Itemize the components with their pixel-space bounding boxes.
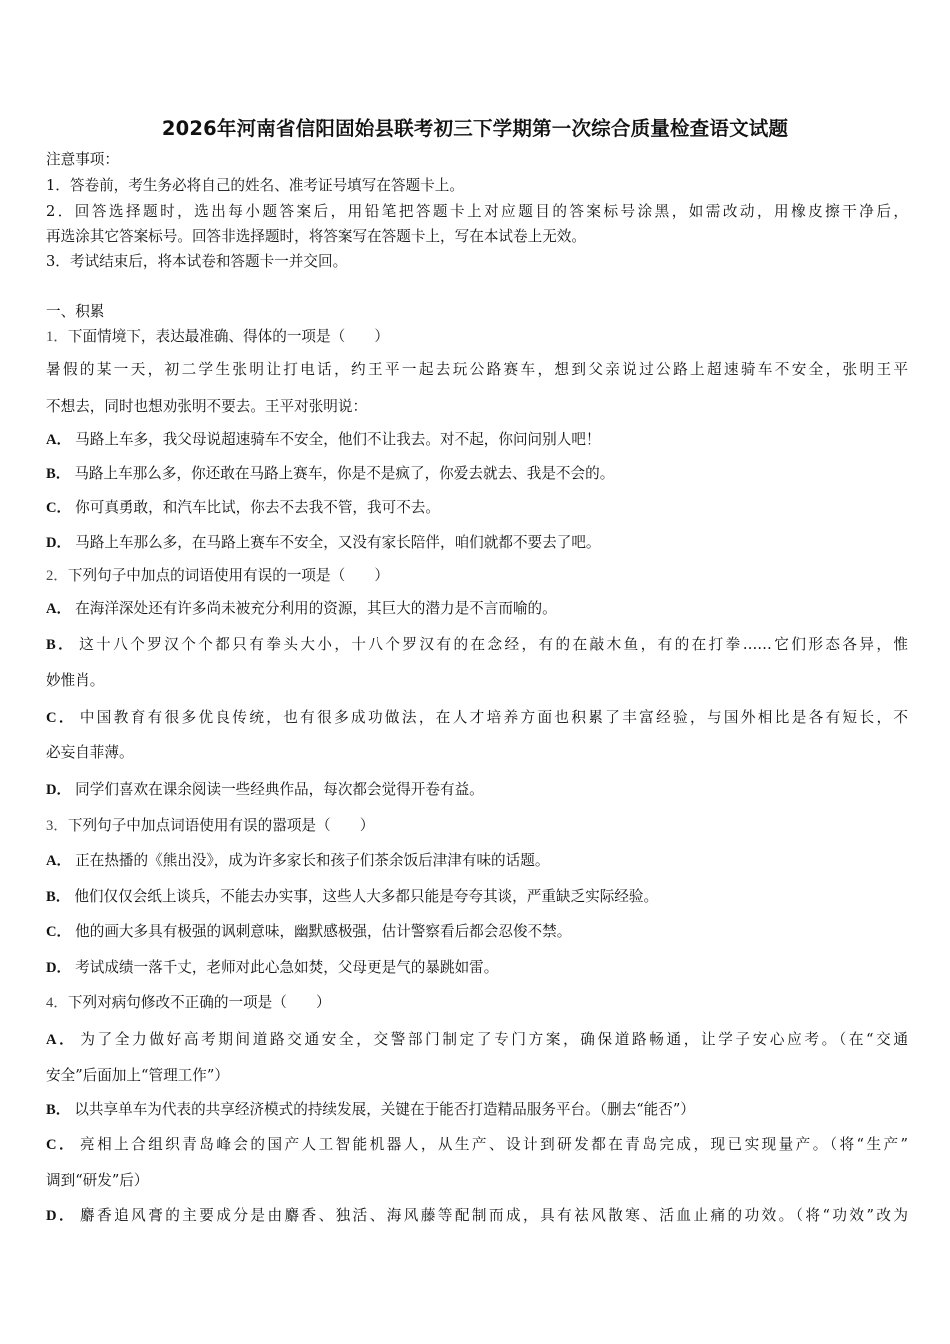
- notice-item-2-line-1: 2．回答选择题时，选出每小题答案后，用铅笔把答题卡上对应题目的答案标号涂黑，如需改动，用橡皮擦干净后，: [46, 203, 908, 220]
- notice-heading: 注意事项：: [46, 151, 119, 168]
- option-label: D．: [46, 782, 72, 798]
- option-label: B．: [46, 889, 71, 905]
- option-label: A．: [46, 1032, 77, 1048]
- question-2-option-c-line-2: 必妄自菲薄。: [46, 744, 134, 761]
- question-text: 下面情境下，表达最准确、得体的一项是（ ）: [67, 328, 389, 345]
- question-1-option-b: [46, 464, 908, 484]
- option-text: 马路上车那么多，在马路上赛车不安全，又没有家长陪伴，咱们就都不要去了吧。: [75, 534, 601, 551]
- question-number: 1．: [46, 329, 68, 345]
- question-1-option-a: [46, 430, 908, 450]
- option-text: 亮相上合组织青岛峰会的国产人工智能机器人，从生产、设计到研发都在青岛完成，现已实现量产。（将“生产”: [80, 1136, 908, 1153]
- question-3-option-c: [46, 922, 908, 942]
- section-heading: 一、积累: [46, 303, 105, 320]
- question-3-stem: [46, 816, 908, 836]
- question-2-stem: [46, 566, 908, 586]
- question-text: 下列句子中加点词语使用有误的嚣项是（ ）: [67, 817, 375, 834]
- option-text: 这十八个罗汉个个都只有拳头大小，十八个罗汉有的在念经，有的在敲木鱼，有的在打拳……它们形态各异，惟: [79, 636, 908, 653]
- notice-item-3: 3．考试结束后，将本试卷和答题卡一并交回。: [46, 253, 348, 270]
- page-title: 2026年河南省信阳固始县联考初三下学期第一次综合质量检查语文试题: [161, 117, 789, 140]
- question-number: 4．: [46, 995, 68, 1011]
- option-text: 为了全力做好高考期间道路交通安全，交警部门制定了专门方案，确保道路畅通，让学子安心应考。（在“交通: [80, 1031, 908, 1048]
- option-text: 马路上车多，我父母说超速骑车不安全，他们不让我去。对不起，你问问别人吧！: [75, 431, 601, 448]
- question-4-option-a: [46, 1030, 908, 1050]
- question-4-option-c-line-2: 调到“研发”后）: [46, 1172, 149, 1189]
- question-1-option-c: [46, 498, 908, 518]
- notice-item-2-line-2: 再选涂其它答案标号。回答非选择题时，将答案写在答题卡上，写在本试卷上无效。: [46, 228, 586, 245]
- option-text: 你可真勇敢，和汽车比试，你去不去我不管，我可不去。: [75, 499, 440, 516]
- option-label: C．: [46, 500, 72, 516]
- option-label: D．: [46, 960, 72, 976]
- option-label: C．: [46, 710, 76, 726]
- question-4-option-b: [46, 1100, 908, 1120]
- option-label: B．: [46, 1102, 71, 1118]
- option-text: 他们仅仅会纸上谈兵，不能去办实事，这些人大多都只能是夸夸其谈，严重缺乏实际经验。: [74, 888, 659, 905]
- question-4-option-c: [46, 1135, 908, 1155]
- option-label: A．: [46, 432, 72, 448]
- option-text: 同学们喜欢在课余阅读一些经典作品，每次都会觉得开卷有益。: [75, 781, 484, 798]
- question-4-option-d: [46, 1206, 908, 1226]
- question-number: 3．: [46, 818, 68, 834]
- option-label: A．: [46, 853, 72, 869]
- question-2-option-b: [46, 635, 908, 655]
- option-text: 马路上车那么多，你还敢在马路上赛车，你是不是疯了，你爱去就去、我是不会的。: [74, 465, 615, 482]
- option-label: C．: [46, 1137, 77, 1153]
- question-text: 下列对病句修改不正确的一项是（ ）: [67, 994, 331, 1011]
- option-label: D．: [46, 1208, 77, 1224]
- notice-item-1: 1．答卷前，考生务必将自己的姓名、准考证号填写在答题卡上。: [46, 177, 464, 194]
- question-1-option-d: [46, 533, 908, 553]
- option-label: B．: [46, 466, 71, 482]
- option-label: C．: [46, 924, 72, 940]
- option-text: 在海洋深处还有许多尚未被充分利用的资源，其巨大的潜力是不言而喻的。: [75, 600, 557, 617]
- option-text: 以共享单车为代表的共享经济模式的持续发展，关键在于能否打造精品服务平台。（删去“能否”）: [74, 1101, 695, 1118]
- option-text: 正在热播的《熊出没》，成为许多家长和孩子们茶余饭后津津有味的话题。: [75, 852, 550, 869]
- option-text: 中国教育有很多优良传统，也有很多成功做法，在人才培养方面也积累了丰富经验，与国外相比是各有短长，不: [79, 709, 908, 726]
- question-1-context-line-1: 暑假的某一天，初二学生张明让打电话，约王平一起去玩公路赛车，想到父亲说过公路上超速骑车不安全，张明王平: [46, 361, 908, 378]
- option-text: 他的画大多具有极强的讽刺意味，幽默感极强，估计警察看后都会忍俊不禁。: [75, 923, 572, 940]
- question-2-option-b-line-2: 妙惟肖。: [46, 672, 105, 689]
- option-label: B．: [46, 637, 76, 653]
- question-3-option-b: [46, 887, 908, 907]
- question-2-option-a: [46, 599, 908, 619]
- question-4-stem: [46, 993, 908, 1013]
- question-2-option-c: [46, 708, 908, 728]
- option-text: 麝香追风膏的主要成分是由麝香、独活、海风藤等配制而成，具有祛风散寒、活血止痛的功效。（将“功效”改为: [80, 1207, 908, 1224]
- question-4-option-a-line-2: 安全”后面加上“管理工作”）: [46, 1067, 229, 1084]
- question-1-stem: [46, 327, 908, 347]
- question-text: 下列句子中加点的词语使用有误的一项是（ ）: [67, 567, 389, 584]
- question-3-option-d: [46, 958, 908, 978]
- question-1-context-line-2: 不想去，同时也想劝张明不要去。王平对张明说：: [46, 398, 368, 415]
- option-text: 考试成绩一落千丈，老师对此心急如焚，父母更是气的暴跳如雷。: [75, 959, 499, 976]
- question-number: 2．: [46, 568, 68, 584]
- option-label: A．: [46, 601, 72, 617]
- option-label: D．: [46, 535, 72, 551]
- question-3-option-a: [46, 851, 908, 871]
- question-2-option-d: [46, 780, 908, 800]
